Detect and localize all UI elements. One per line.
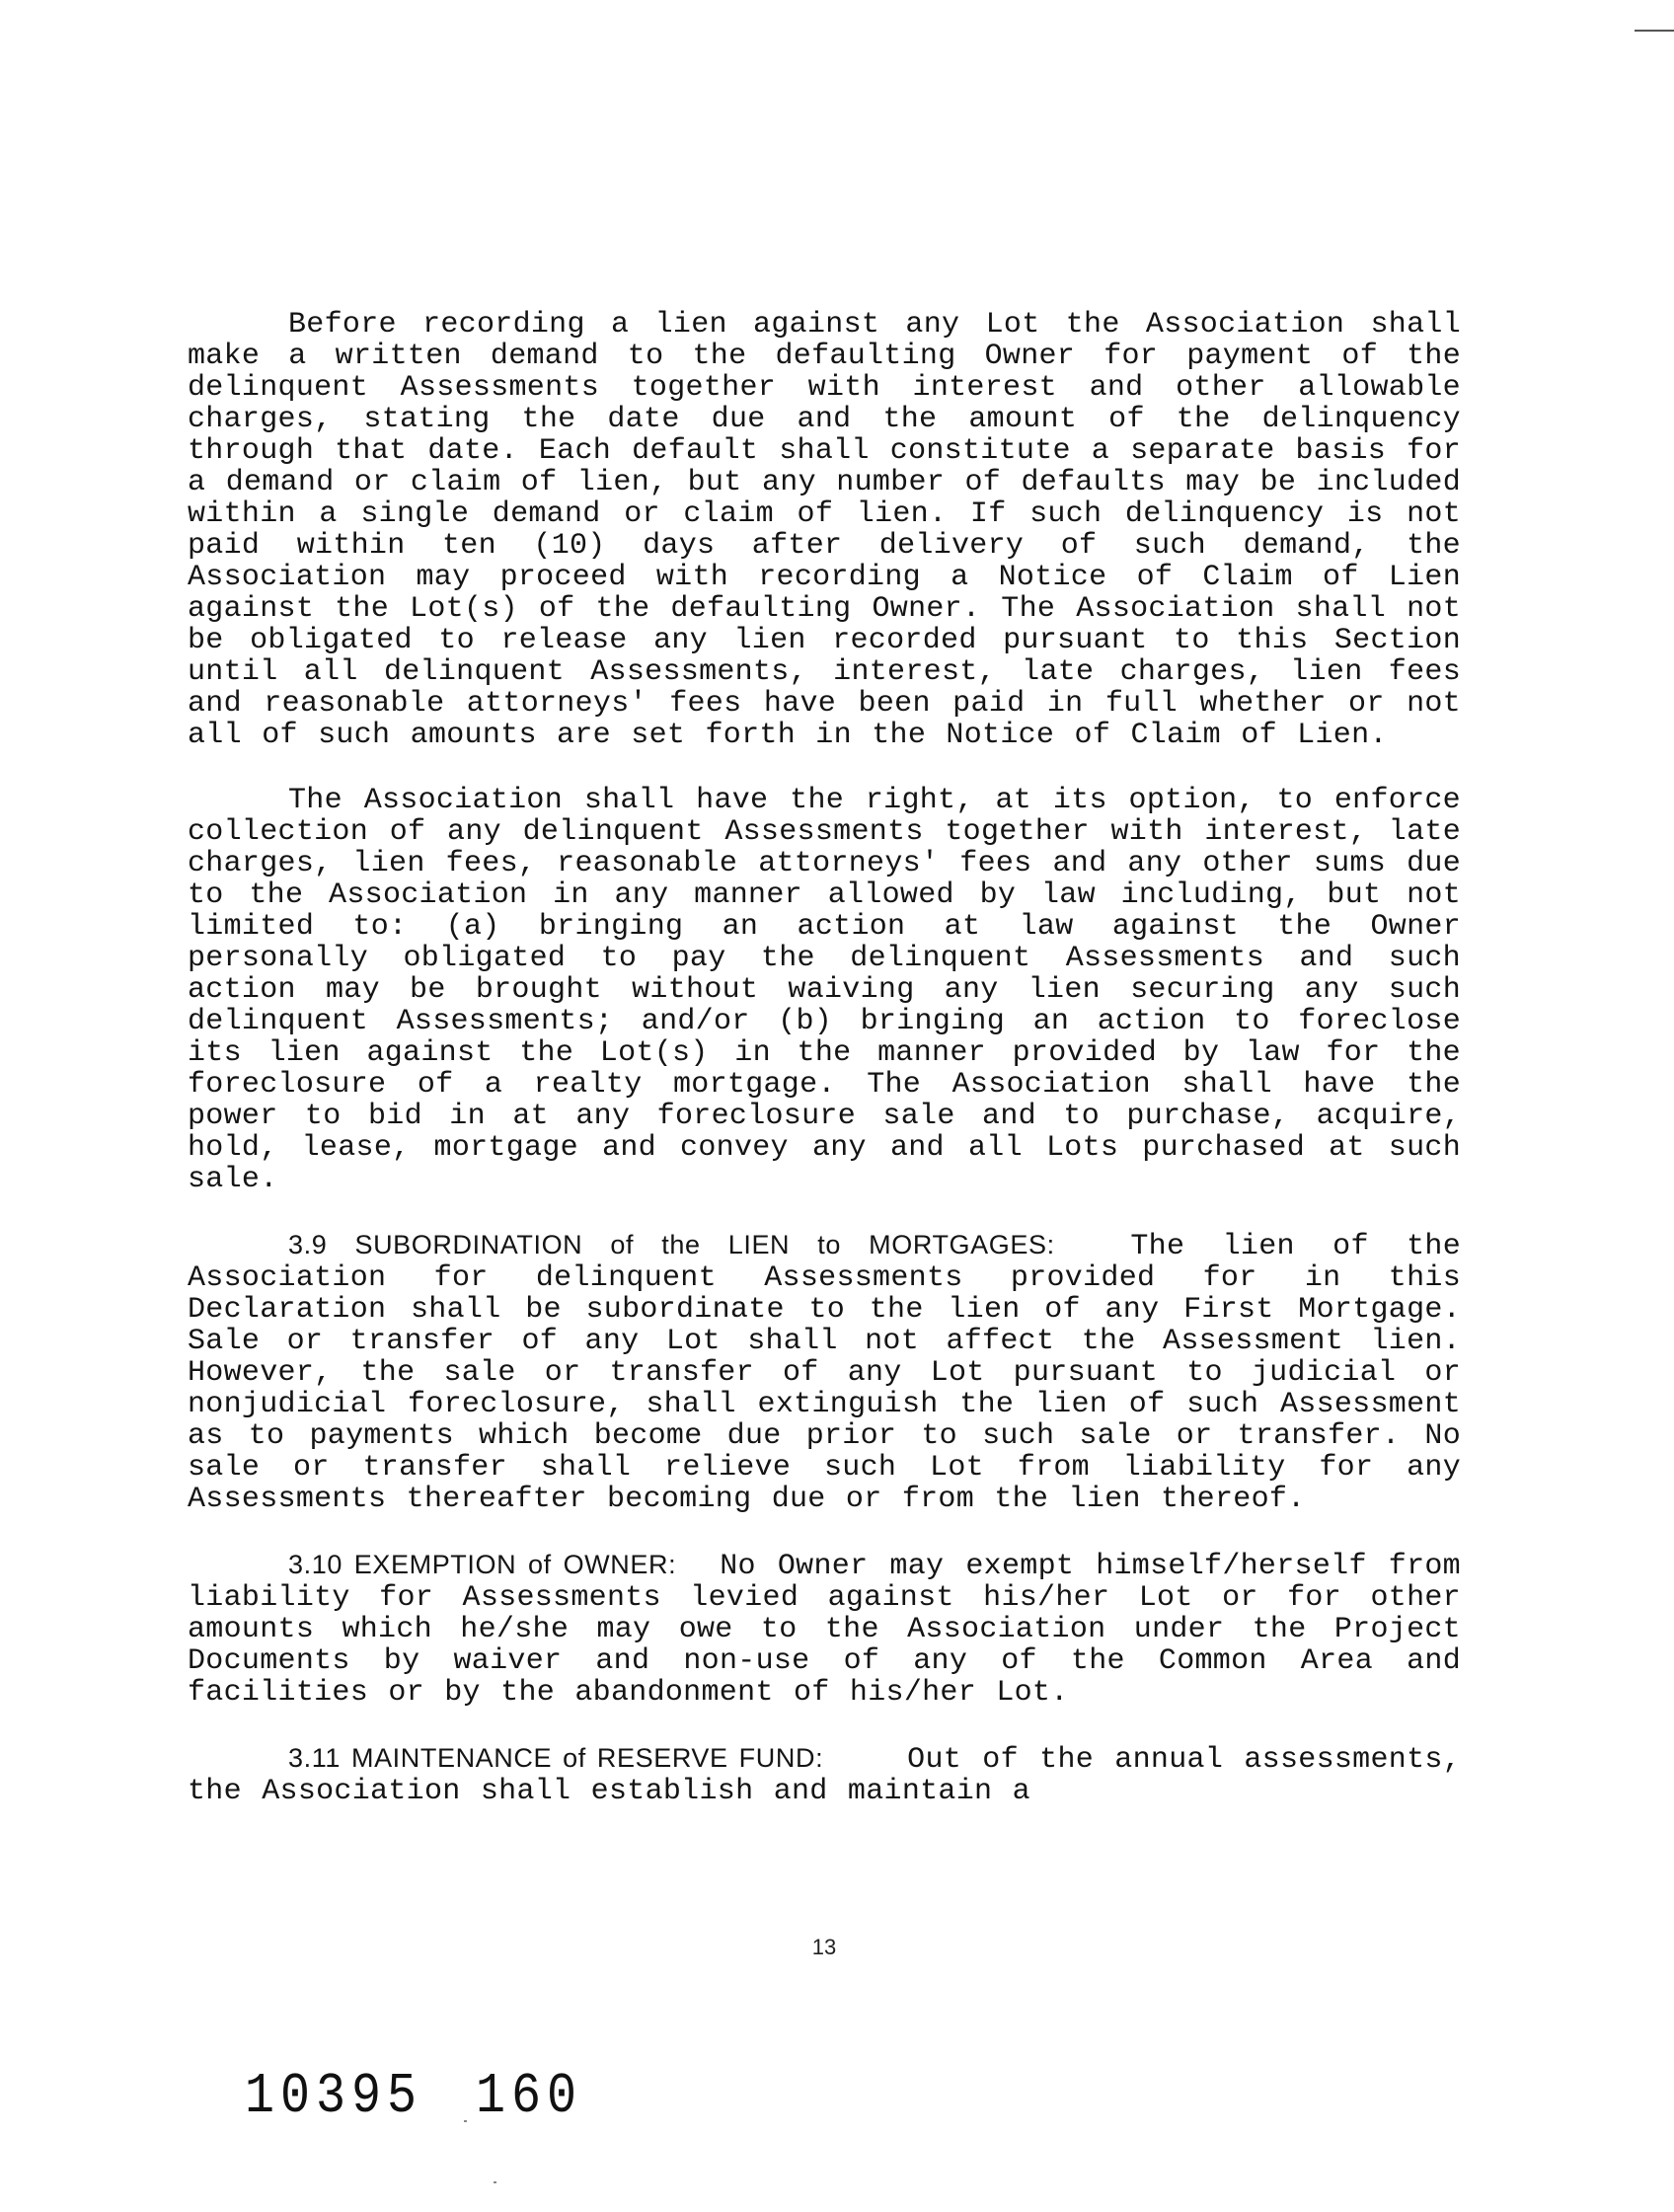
paragraph-text: The lien of the Association for delinquent Assessments provided for in this Declaration shall be subordinate to the lien of any First Mortgage. Sale or transfer of any Lot shall not affect the Assessment lien. However, the sale or transfer of any Lot pursuant to judicial or nonjudicial foreclosure, shall extinguish the lien of such Assessment as to payments which become due prior to such sale or transfer. No sale or transfer shall relieve such Lot from liability for any Assessments thereafter becoming due or from the lien thereof. <box>188 1230 1462 1516</box>
paragraph-text: Before recording a lien against any Lot the Association shall make a written demand to the defaulting Owner for payment of the delinquent Assessments together with interest and other allowable charges, stating the date due and the amount of the delinquency through that date. Each default shall constitute a separate basis for a demand or claim of lien, but any number of defaults may be included within a single demand or claim of lien. If such delinquency is not paid within ten (10) days after delivery of such demand, the Association may proceed with recording a Notice of Claim of Lien against the Lot(s) of the defaulting Owner. The Association shall not be obligated to release any lien recorded pursuant to this Section until all delinquent Assessments, interest, late charges, lien fees and reasonable attorneys' fees have been paid in full whether or not all of such amounts are set forth in the Notice of Claim of Lien. <box>188 308 1461 752</box>
section-3-11-reserve-fund <box>188 1742 1461 1807</box>
section-3-9-subordination <box>188 1229 1461 1515</box>
paragraph-text: No Owner may exempt himself/herself from liability for Assessments levied against his/her Lot or for other amounts which he/she may owe to the Association under the Project Documents by waiver and non-use of any of the Common Area and facilities or by the abandonment of his/her Lot. <box>188 1550 1461 1710</box>
paragraph-text: The Association shall have the right, at its option, to enforce collection of any delinquent Assessments together with interest, late charges, lien fees, reasonable attorneys' fees and any other sums due to the Association in any manner allowed by law including, but not limited to: (a) bringing an action at law against the Owner personally obligated to pay the delinquent Assessments and such action may be brought without waiving any lien securing any such delinquent Assessments; and/or (b) bringing an action to foreclose its lien against the Lot(s) in the manner provided by law for the foreclosure of a realty mortgage. The Association shall have the power to bid in at any foreclosure sale and to purchase, acquire, hold, lease, mortgage and convey any and all Lots purchased at such sale. <box>188 784 1461 1196</box>
recording-page-number: 160 <box>476 2065 583 2130</box>
section-3-10-exemption <box>188 1549 1461 1709</box>
section-heading: 3.10 EXEMPTION of OWNER: <box>288 1550 677 1579</box>
scan-speck <box>494 2181 496 2183</box>
scan-speck <box>464 2120 467 2122</box>
recording-book-number: 10395 <box>245 2065 423 2130</box>
scan-edge-mark <box>1635 30 1674 32</box>
page-number: 13 <box>811 1935 837 1959</box>
section-heading: 3.11 MAINTENANCE of RESERVE FUND: <box>288 1743 824 1773</box>
paragraph-text: Out of the annual assessments, the Association shall establish and maintain a <box>188 1743 1461 1808</box>
paragraph-lien-demand <box>188 309 1461 751</box>
section-heading: 3.9 SUBORDINATION of the LIEN to MORTGAGES: <box>288 1230 1055 1259</box>
document-body <box>188 309 1461 1841</box>
paragraph-enforce-collection <box>188 785 1461 1195</box>
